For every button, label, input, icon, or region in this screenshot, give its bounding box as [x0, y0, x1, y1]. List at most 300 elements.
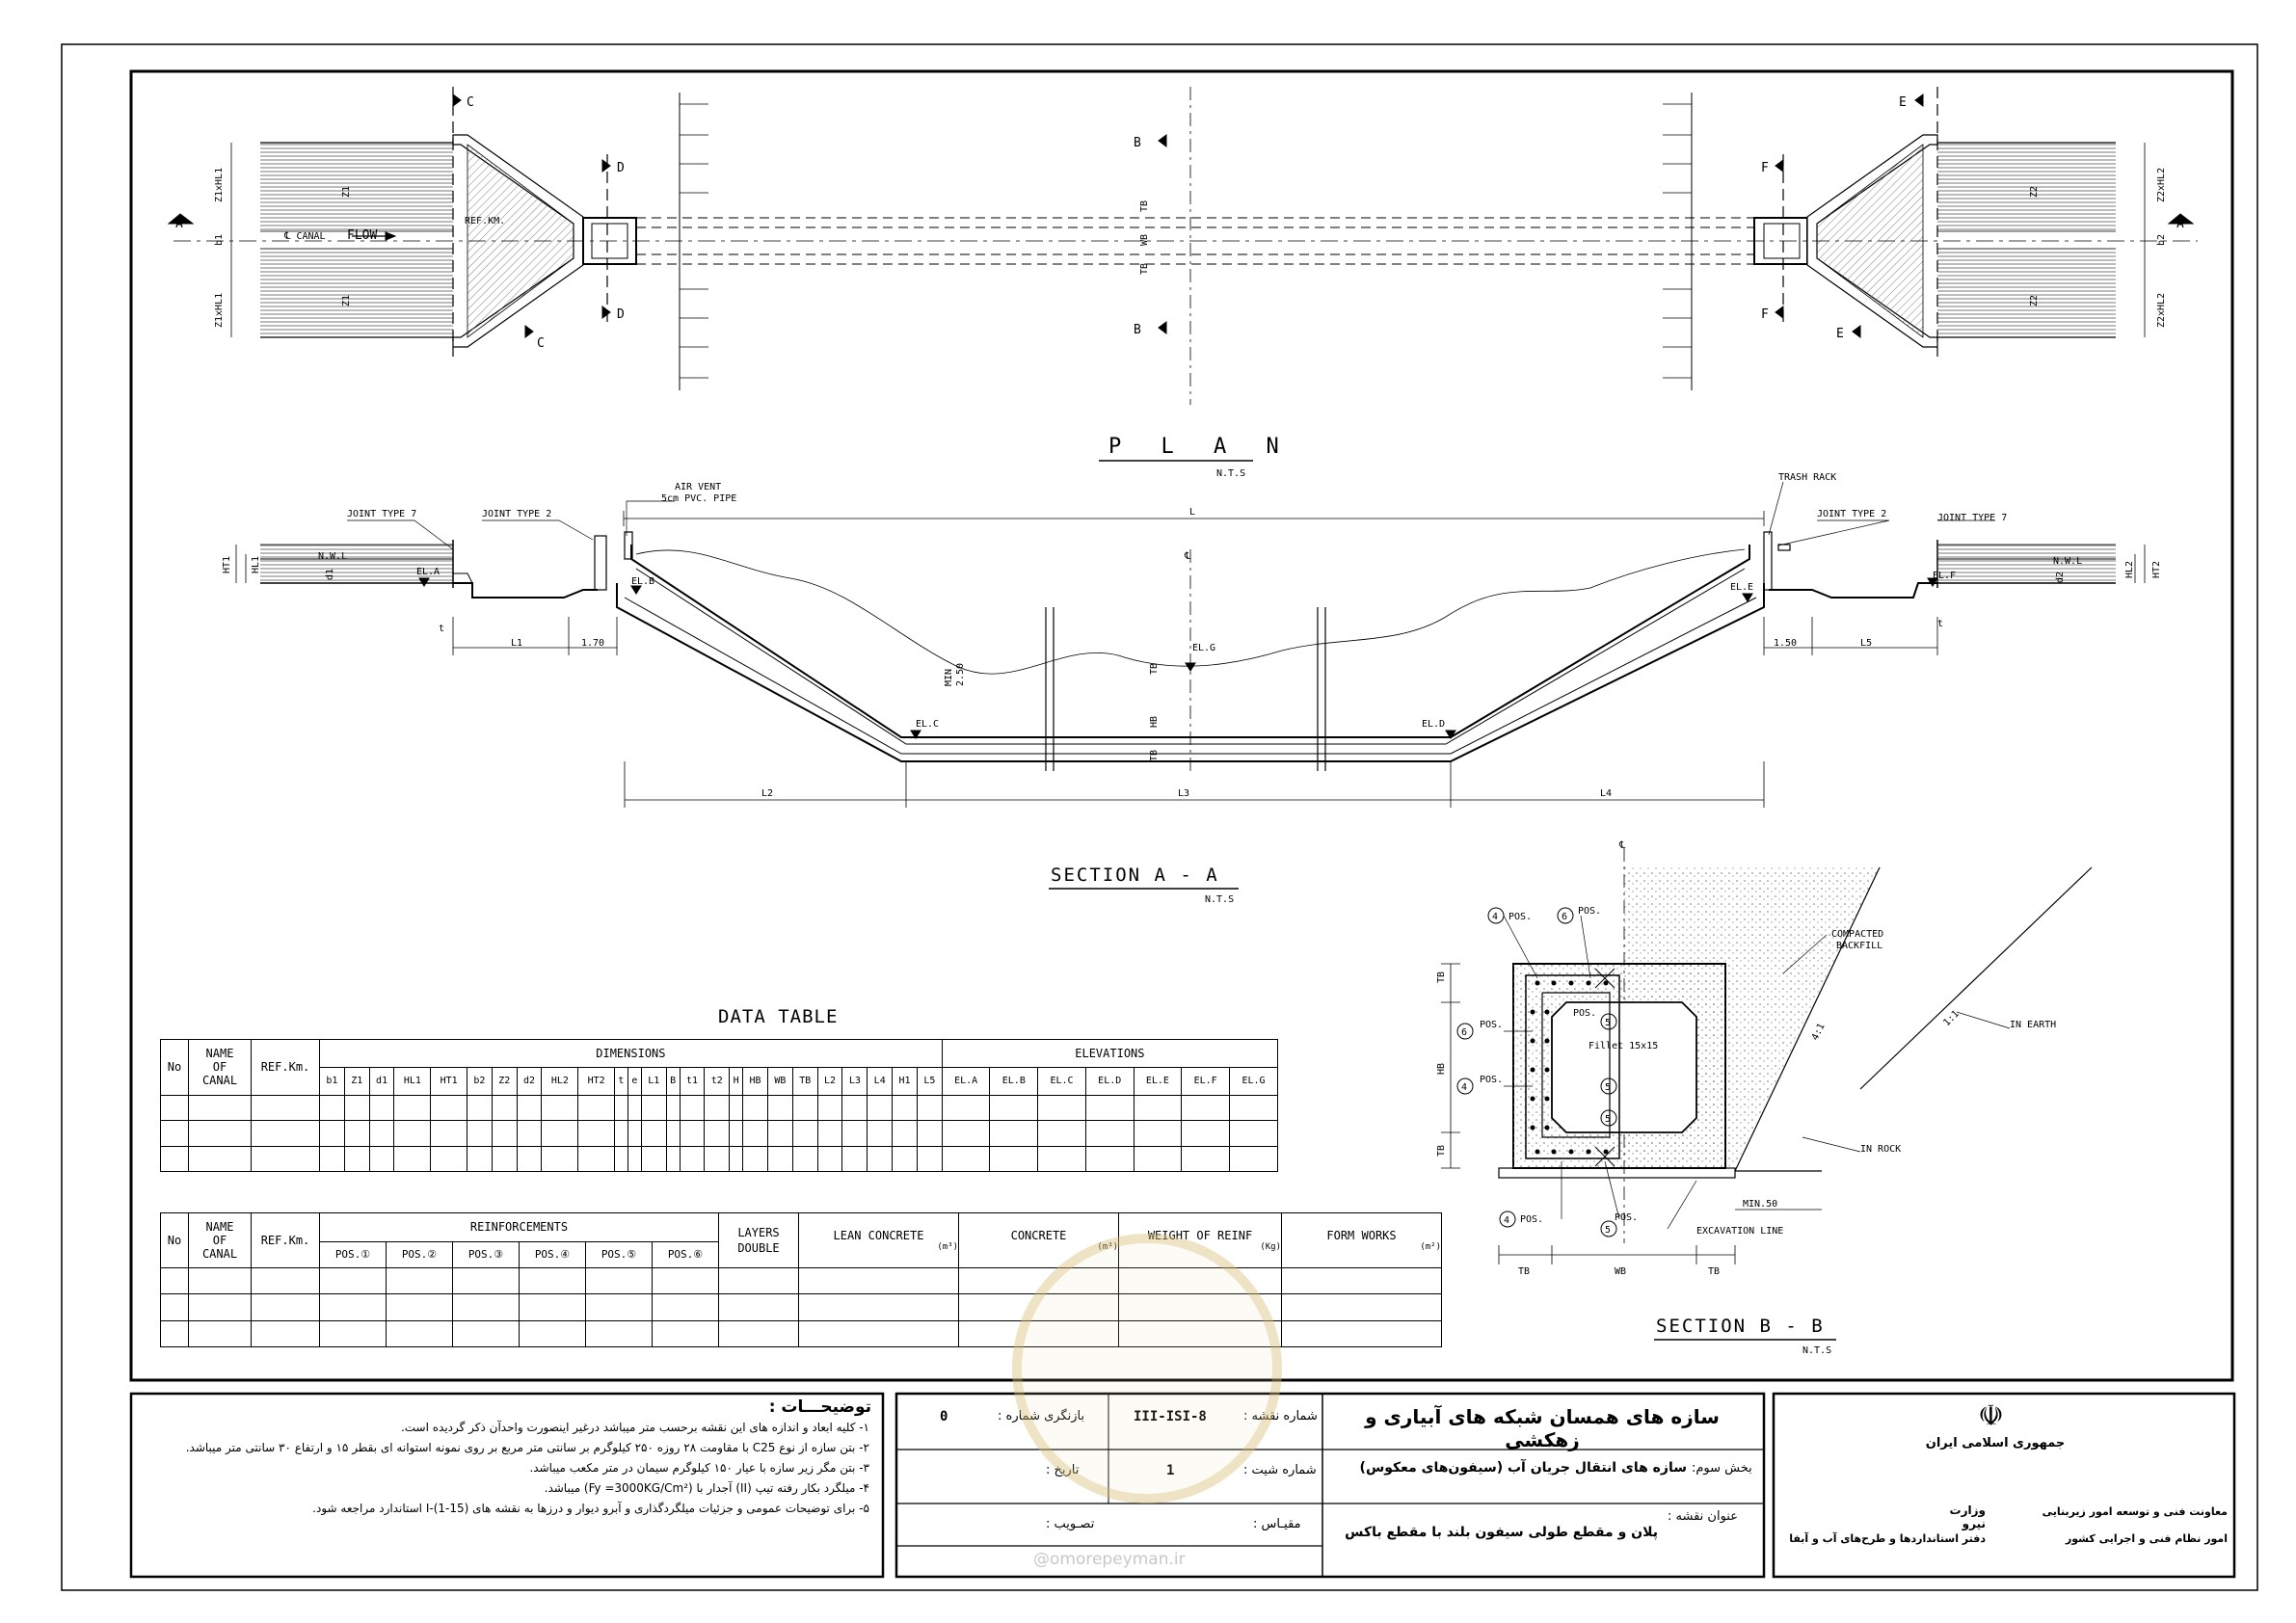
rt-cell [161, 1294, 189, 1320]
section-mark-b-top: B [1134, 136, 1141, 150]
rt-cell [189, 1294, 252, 1320]
rt-cell [320, 1294, 387, 1320]
slope-earth: 1:1 [1941, 1008, 1962, 1029]
rt-cell [653, 1320, 719, 1346]
dt-cell [467, 1146, 492, 1171]
dt-cell [792, 1095, 817, 1120]
dim-ht2: HT2 [2151, 560, 2162, 578]
dt-cell [189, 1095, 252, 1120]
rt-weight-header: WEIGHT OF REINF (Kg) [1119, 1213, 1282, 1268]
dim-z1hl1-top: Z1xHL1 [214, 167, 225, 202]
revision-no: 0 [940, 1409, 948, 1424]
dim-l1: L1 [511, 638, 523, 649]
rt-cell [1282, 1294, 1442, 1320]
plan-scale: N.T.S [1216, 468, 1246, 479]
dt-elev-col: EL.C [1038, 1067, 1086, 1095]
min-label: MIN [944, 668, 954, 686]
dt-cell [614, 1146, 627, 1171]
dt-cell [467, 1121, 492, 1146]
dt-cell [893, 1095, 918, 1120]
dt-cell [817, 1146, 842, 1171]
notes-title: توضیحـــات : [768, 1397, 871, 1417]
dt-cell [893, 1146, 918, 1171]
rt-pos-col: POS.③ [453, 1241, 520, 1267]
dt-dim-col: L1 [641, 1067, 666, 1095]
compacted-label: COMPACTED [1831, 929, 1884, 940]
dt-elev-col: EL.E [1134, 1067, 1182, 1095]
dim-b2: b2 [2156, 233, 2167, 246]
dt-cell [394, 1121, 431, 1146]
dt-cell [252, 1146, 320, 1171]
dt-cell [517, 1121, 542, 1146]
dt-elevations-header: ELEVATIONS [942, 1040, 1277, 1068]
section-mark-c-top: C [467, 95, 474, 110]
bb-tb-right: TB [1708, 1266, 1721, 1277]
dt-cell [1134, 1146, 1182, 1171]
pos-num-8: 4 [1504, 1215, 1510, 1226]
dt-cell [868, 1121, 893, 1146]
pos-label-1: POS. [1508, 912, 1533, 922]
el-f-label: EL.F [1933, 571, 1957, 581]
dt-cell [517, 1095, 542, 1120]
dt-cell [990, 1095, 1038, 1120]
dt-cell [492, 1121, 517, 1146]
bb-centerline: ℄ [1619, 840, 1626, 851]
joint7-right-label: JOINT TYPE 7 [1937, 513, 2008, 523]
dt-elev-col: EL.B [990, 1067, 1038, 1095]
rt-cell [520, 1267, 586, 1293]
note-line: ۴- میلگرد بکار رفته تیپ (II) آجدار با (Fy =3000KG/Cm²) میباشد. [544, 1481, 869, 1495]
fillet-label: Fillet 15x15 [1589, 1041, 1659, 1051]
dt-cell [1182, 1146, 1230, 1171]
rt-cell [161, 1320, 189, 1346]
drawing-no-label: شماره نقشه : [1243, 1409, 1318, 1423]
dt-dim-col: t1 [680, 1067, 705, 1095]
dim-z2hl2-bottom: Z2xHL2 [2156, 292, 2167, 328]
dt-cell [990, 1146, 1038, 1171]
pos-num-2: 6 [1562, 912, 1568, 922]
dt-cell [614, 1095, 627, 1120]
min50-label: MIN.50 [1743, 1199, 1778, 1210]
section-aa-title: SECTION A - A [1051, 865, 1219, 886]
rt-cell [520, 1320, 586, 1346]
dt-cell [1134, 1121, 1182, 1146]
dt-cell [394, 1146, 431, 1171]
rt-cell [387, 1267, 453, 1293]
dt-cell [1085, 1095, 1134, 1120]
dt-cell [161, 1121, 189, 1146]
data-table-title: DATA TABLE [718, 1006, 839, 1027]
dt-cell [1085, 1146, 1134, 1171]
dt-cell [320, 1121, 345, 1146]
dt-cell [942, 1121, 990, 1146]
dt-cell [627, 1095, 641, 1120]
el-a-label: EL.A [416, 567, 441, 577]
dim-l: L [1189, 507, 1196, 518]
z2-top: Z2 [2029, 185, 2040, 198]
section-aa-scale: N.T.S [1205, 894, 1235, 905]
dim-b1: b1 [214, 233, 225, 246]
date-label: تاریخ : [1046, 1463, 1080, 1477]
rt-cell [453, 1294, 520, 1320]
dim-z2hl2-top: Z2xHL2 [2156, 167, 2167, 202]
plan-title: P L A N [1108, 435, 1293, 459]
dim-l2: L2 [761, 788, 774, 799]
dt-cell [1038, 1095, 1086, 1120]
ref-km-label: REF.KM. [465, 216, 506, 226]
section-mark-c-bottom: C [537, 336, 545, 351]
el-e-label: EL.E [1730, 582, 1754, 593]
joint2-left-label: JOINT TYPE 2 [482, 509, 552, 519]
dt-cell [492, 1146, 517, 1171]
note-line: ۵- برای توضیحات عمومی و جزئیات میلگردگذاری و آبرو دیوار و درزها به نقشه های (15-1)-I استاندارد مراجعه شود. [312, 1502, 869, 1515]
dt-elev-col: EL.F [1182, 1067, 1230, 1095]
dt-cell [369, 1121, 394, 1146]
section-mark-b-bottom: B [1134, 323, 1141, 337]
rt-cell [586, 1320, 653, 1346]
dt-cell [578, 1146, 615, 1171]
drawing-title-label: عنوان نقشه : [1668, 1509, 1738, 1524]
trash-rack-label: TRASH RACK [1778, 472, 1837, 483]
dt-cell [730, 1095, 743, 1120]
dt-cell [1229, 1095, 1277, 1120]
rt-concrete-header: CONCRETE (m³) [959, 1213, 1119, 1268]
rt-no-header: No [161, 1213, 189, 1268]
pos-label-2: POS. [1578, 906, 1602, 917]
dt-cell [467, 1095, 492, 1120]
dt-dimensions-header: DIMENSIONS [320, 1040, 943, 1068]
rt-form-header: FORM WORKS (m²) [1282, 1213, 1442, 1268]
dt-cell [1085, 1121, 1134, 1146]
dt-cell [917, 1121, 942, 1146]
dt-cell [666, 1146, 680, 1171]
excavation-label: EXCAVATION LINE [1696, 1226, 1784, 1237]
slope-rock: 4:1 [1809, 1022, 1828, 1043]
dt-cell [868, 1095, 893, 1120]
note-line: ۲- بتن سازه از نوع C25 با مقاومت ۲۸ روزه ۲۵۰ کیلوگرم بر سانتی متر مربع بر روی نمونه استوانه ای بقطر ۱۵ و ارتفاع ۳۰ سانتی متر میباشد. [185, 1441, 869, 1454]
dt-cell [542, 1146, 578, 1171]
data-table [160, 1039, 1278, 1172]
dt-cell [492, 1095, 517, 1120]
dt-dim-col: HL1 [394, 1067, 431, 1095]
aa-tb-top: TB [1149, 662, 1160, 675]
rt-pos-col: POS.④ [520, 1241, 586, 1267]
dt-dim-col: HT2 [578, 1067, 615, 1095]
rt-cell [252, 1320, 320, 1346]
dt-dim-col: Z2 [492, 1067, 517, 1095]
dt-cell [730, 1121, 743, 1146]
dt-cell [431, 1146, 467, 1171]
dt-dim-col: WB [767, 1067, 792, 1095]
office-label: امور نظام فنی و اجرایی کشور [2065, 1532, 2228, 1545]
rt-cell [520, 1294, 586, 1320]
dt-cell [680, 1146, 705, 1171]
aa-hb: HB [1149, 715, 1160, 728]
dt-cell [344, 1121, 369, 1146]
dim-150: 1.50 [1774, 638, 1798, 649]
pos-label-3: POS. [1573, 1008, 1597, 1019]
dt-cell [542, 1095, 578, 1120]
rt-cell [719, 1267, 799, 1293]
el-c-label: EL.C [916, 719, 940, 730]
dim-hl1: HL1 [251, 555, 261, 573]
dt-cell [942, 1146, 990, 1171]
rt-pos-col: POS.② [387, 1241, 453, 1267]
rt-reinforcements-header: REINFORCEMENTS [320, 1213, 719, 1242]
dt-cell [730, 1146, 743, 1171]
dt-cell [817, 1095, 842, 1120]
rt-cell [453, 1320, 520, 1346]
bb-tb-top: TB [1436, 971, 1447, 983]
dt-cell [431, 1121, 467, 1146]
dt-dim-col: Z1 [344, 1067, 369, 1095]
dt-dim-col: t2 [705, 1067, 730, 1095]
rt-cell [387, 1320, 453, 1346]
dt-dim-col: L3 [842, 1067, 868, 1095]
section-mark-d-bottom: D [617, 307, 625, 322]
dt-cell [990, 1121, 1038, 1146]
republic-label: جمهوری اسلامی ایران [1925, 1436, 2066, 1450]
rt-cell [586, 1294, 653, 1320]
dt-dim-col: b2 [467, 1067, 492, 1095]
rt-cell [1282, 1267, 1442, 1293]
bb-hb: HB [1436, 1062, 1447, 1075]
rt-cell [1282, 1320, 1442, 1346]
dt-cell [792, 1121, 817, 1146]
flow-label: FLOW [347, 228, 378, 243]
dt-dim-col: H1 [893, 1067, 918, 1095]
rt-refkm-header: REF.Km. [252, 1213, 320, 1268]
dt-cell [743, 1121, 768, 1146]
section-mark-e-top: E [1899, 95, 1907, 110]
bureau-label: دفتر استانداردها و طرح‌های آب و آبفا [1789, 1532, 1986, 1545]
bb-wb: WB [1615, 1266, 1627, 1277]
dt-dim-col: L4 [868, 1067, 893, 1095]
rt-cell [453, 1267, 520, 1293]
rt-cell [387, 1294, 453, 1320]
dt-cell [252, 1095, 320, 1120]
rt-cell [799, 1294, 959, 1320]
pvc-pipe-label: 5cm PVC. PIPE [661, 493, 737, 504]
air-vent-label: AIR VENT [675, 482, 722, 492]
section-mark-a-left: A [175, 217, 183, 231]
dim-d2: d2 [2055, 571, 2066, 583]
dim-d1: d1 [325, 568, 335, 580]
dt-cell [578, 1095, 615, 1120]
dt-cell [252, 1121, 320, 1146]
dt-cell [369, 1095, 394, 1120]
dt-cell [917, 1095, 942, 1120]
min-value: 2.50 [955, 662, 966, 686]
dt-cell [680, 1121, 705, 1146]
pos-num-4: 6 [1461, 1027, 1468, 1038]
deputy-label: معاونت فنی و توسعه امور زیربنایی [2042, 1505, 2228, 1518]
dt-cell [705, 1146, 730, 1171]
dim-170: 1.70 [581, 638, 605, 649]
dt-cell [542, 1121, 578, 1146]
dim-l4: L4 [1600, 788, 1613, 799]
dt-cell [743, 1095, 768, 1120]
dt-name-header: NAME OF CANAL [189, 1040, 252, 1096]
rt-cell [653, 1294, 719, 1320]
dt-no-header: No [161, 1040, 189, 1096]
dt-cell [705, 1095, 730, 1120]
rt-cell [252, 1267, 320, 1293]
dt-cell [627, 1121, 641, 1146]
dt-cell [767, 1146, 792, 1171]
dt-cell [1182, 1095, 1230, 1120]
pos-label-4: POS. [1480, 1020, 1504, 1030]
el-d-label: EL.D [1422, 719, 1446, 730]
dt-cell [942, 1095, 990, 1120]
rt-lean-header: LEAN CONCRETE (m³) [799, 1213, 959, 1268]
section-label: بخش سوم: [1692, 1461, 1752, 1476]
bb-tb-left: TB [1518, 1266, 1531, 1277]
bb-tb-bottom: TB [1436, 1144, 1447, 1157]
section-mark-d-top: D [617, 161, 625, 175]
section-bb-scale: N.T.S [1802, 1345, 1832, 1356]
sheet-label: شماره شیت : [1243, 1463, 1317, 1477]
dt-dim-col: d2 [517, 1067, 542, 1095]
pos-num-9: 5 [1605, 1225, 1612, 1236]
el-g-label: EL.G [1192, 643, 1216, 653]
dim-l3: L3 [1178, 788, 1190, 799]
dim-z1hl1-bottom: Z1xHL1 [214, 292, 225, 328]
scale-label: مقیـاس : [1253, 1517, 1301, 1531]
approval-label: تصـویب : [1046, 1517, 1095, 1531]
dt-cell [517, 1146, 542, 1171]
pos-num-7: 5 [1605, 1114, 1612, 1125]
plan-tb-bottom: TB [1139, 262, 1150, 275]
dt-cell [161, 1095, 189, 1120]
section-mark-a-right: A [2176, 217, 2184, 231]
drawing-no: III-ISI-8 [1134, 1409, 1207, 1424]
section-aa-labels [222, 472, 2162, 905]
dt-cell [344, 1095, 369, 1120]
z1-top: Z1 [341, 185, 352, 198]
dt-dim-col: H [730, 1067, 743, 1095]
dt-dim-col: HT1 [431, 1067, 467, 1095]
dt-cell [1229, 1146, 1277, 1171]
dt-cell [1038, 1146, 1086, 1171]
section-bb-title: SECTION B - B [1656, 1316, 1825, 1337]
dt-cell [578, 1121, 615, 1146]
pos-label-5: POS. [1480, 1075, 1504, 1085]
dt-cell [1134, 1095, 1182, 1120]
dt-elev-col: EL.D [1085, 1067, 1134, 1095]
dt-cell [161, 1146, 189, 1171]
pos-num-3: 5 [1605, 1018, 1612, 1028]
notes-block [137, 1397, 877, 1573]
dt-cell [344, 1146, 369, 1171]
dt-cell [917, 1146, 942, 1171]
watermark-text: @omorepeyman.ir [1033, 1550, 1186, 1569]
rt-cell [799, 1320, 959, 1346]
dt-dim-col: HL2 [542, 1067, 578, 1095]
t-left: t [439, 624, 445, 634]
dt-cell [680, 1095, 705, 1120]
dt-cell [1182, 1121, 1230, 1146]
dt-cell [369, 1146, 394, 1171]
sheet-no: 1 [1166, 1463, 1175, 1478]
dt-dim-col: B [666, 1067, 680, 1095]
dt-cell [431, 1095, 467, 1120]
backfill-label: BACKFILL [1836, 941, 1883, 951]
dt-cell [627, 1146, 641, 1171]
dt-cell [868, 1146, 893, 1171]
dt-cell [614, 1121, 627, 1146]
rt-cell [799, 1267, 959, 1293]
dt-dim-col: HB [743, 1067, 768, 1095]
el-b-label: EL.B [631, 576, 655, 587]
dt-cell [743, 1146, 768, 1171]
rt-cell [320, 1267, 387, 1293]
dt-cell [842, 1146, 868, 1171]
dt-dim-col: TB [792, 1067, 817, 1095]
dt-cell [817, 1121, 842, 1146]
dt-cell [641, 1146, 666, 1171]
dt-elev-col: EL.G [1229, 1067, 1277, 1095]
dt-cell [792, 1146, 817, 1171]
dt-dim-col: e [627, 1067, 641, 1095]
drawing-title: پلان و مقطع طولی سیفون بلند با مقطع باکس [1345, 1525, 1658, 1540]
rt-cell [189, 1320, 252, 1346]
dt-cell [666, 1121, 680, 1146]
rt-pos-col: POS.① [320, 1241, 387, 1267]
dt-cell [320, 1095, 345, 1120]
t-right: t [1937, 619, 1944, 629]
rt-cell [252, 1294, 320, 1320]
dt-cell [394, 1095, 431, 1120]
revision-label: بازنگری شماره : [998, 1409, 1085, 1423]
aa-centerline: ℄ [1185, 551, 1191, 562]
rt-cell [719, 1320, 799, 1346]
rt-cell [161, 1267, 189, 1293]
dt-cell [893, 1121, 918, 1146]
pos-label-6: POS. [1520, 1214, 1544, 1225]
watermark-logo [1012, 1234, 1282, 1503]
section-value: سازه های انتقال جریان آب (سیفون‌های معکوس) [1359, 1460, 1687, 1476]
main-title: سازه های همسان شبکه های آبیاری و زهکشی [1365, 1405, 1720, 1451]
rt-layers-header: LAYERS DOUBLE [719, 1213, 799, 1268]
nwl-right: N.W.L [2053, 556, 2083, 567]
rt-cell [719, 1294, 799, 1320]
rt-cell [189, 1267, 252, 1293]
emblem-icon: ☫ [1978, 1399, 2004, 1433]
dt-cell [320, 1146, 345, 1171]
dim-hl2: HL2 [2124, 560, 2135, 578]
dt-cell [842, 1095, 868, 1120]
dt-cell [842, 1121, 868, 1146]
dt-cell [189, 1146, 252, 1171]
in-rock-label: IN ROCK [1860, 1144, 1902, 1155]
dt-cell [189, 1121, 252, 1146]
rt-cell [653, 1267, 719, 1293]
dt-cell [1038, 1121, 1086, 1146]
section-mark-f-bottom: F [1761, 307, 1769, 322]
pos-num-1: 4 [1492, 912, 1499, 922]
pos-label-7: POS. [1615, 1212, 1639, 1223]
rt-pos-col: POS.⑥ [653, 1241, 719, 1267]
dt-dim-col: L5 [917, 1067, 942, 1095]
rt-name-header: NAME OF CANAL [189, 1213, 252, 1268]
canal-centerline-label: ℄ CANAL [284, 231, 326, 242]
plan-tb-top: TB [1139, 200, 1150, 212]
dt-elev-col: EL.A [942, 1067, 990, 1095]
dim-ht1: HT1 [222, 555, 232, 573]
dt-cell [705, 1121, 730, 1146]
pos-num-6: 5 [1605, 1082, 1612, 1093]
